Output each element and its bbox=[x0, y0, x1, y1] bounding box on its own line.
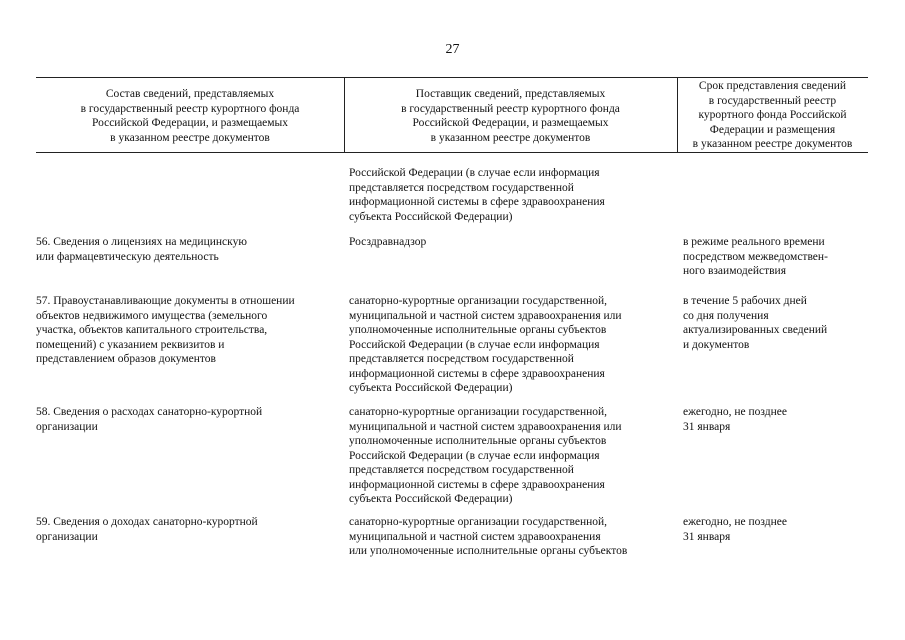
continuation-supplier: Российской Федерации (в случае если информация представляется посредством государственной информационной системы в сфере здравоохранения субъекта Российской Федерации) bbox=[349, 167, 605, 223]
row-58-deadline: ежегодно, не позднее 31 января bbox=[683, 406, 787, 433]
page-number: 27 bbox=[445, 42, 460, 57]
row-57-content: 57. Правоустанавливающие документы в отношении объектов недвижимого имущества (земельного участка, объектов капитального строительства, помещений) с указанием реквизитов и представлением образов документов bbox=[36, 295, 295, 365]
row-56-supplier: Росздравнадзор bbox=[349, 236, 427, 248]
header-deadline-column: Срок представления сведений в государственный реестр курортного фонда Российской Федерации и размещения в указанном реестре документов bbox=[692, 80, 853, 150]
row-58-supplier: санаторно-курортные организации государственной, муниципальной и частной систем здравоохранения или уполномоченные исполнительные органы субъектов Российской Федерации (в случае если информация представляется посредством государственной информационной системы в сфере здравоохранения субъекта Российской Федерации) bbox=[349, 406, 622, 505]
header-supplier-column: Поставщик сведений, представляемых в государственный реестр курортного фонда Российской Федерации, и размещаемых в указанном реестре документов bbox=[401, 88, 620, 144]
row-56-content: 56. Сведения о лицензиях на медицинскую или фармацевтическую деятельность bbox=[36, 236, 247, 263]
row-57-deadline: в течение 5 рабочих дней со дня получения актуализированных сведений и документов bbox=[683, 295, 828, 351]
header-bottom-rule bbox=[36, 152, 868, 153]
row-59-supplier: санаторно-курортные организации государственной, муниципальной и частной систем здравоохранения или уполномоченные исполнительные органы субъектов bbox=[349, 516, 628, 557]
row-57-supplier: санаторно-курортные организации государственной, муниципальной и частной систем здравоохранения или уполномоченные исполнительные органы субъектов Российской Федерации (в случае если информация представляется посредством государственной информационной системы в сфере здравоохранения субъекта Российской Федерации) bbox=[349, 295, 622, 394]
row-56-deadline: в режиме реального времени посредством межведомствен- ного взаимодействия bbox=[683, 236, 828, 277]
row-59-deadline: ежегодно, не позднее 31 января bbox=[683, 516, 787, 543]
table-top-rule bbox=[36, 77, 868, 78]
row-58-content: 58. Сведения о расходах санаторно-курортной организации bbox=[36, 406, 263, 433]
header-content-column: Состав сведений, представляемых в государственный реестр курортного фонда Российской Федерации, и размещаемых в указанном реестре документов bbox=[80, 88, 300, 144]
row-59-content: 59. Сведения о доходах санаторно-курортной организации bbox=[36, 516, 258, 543]
